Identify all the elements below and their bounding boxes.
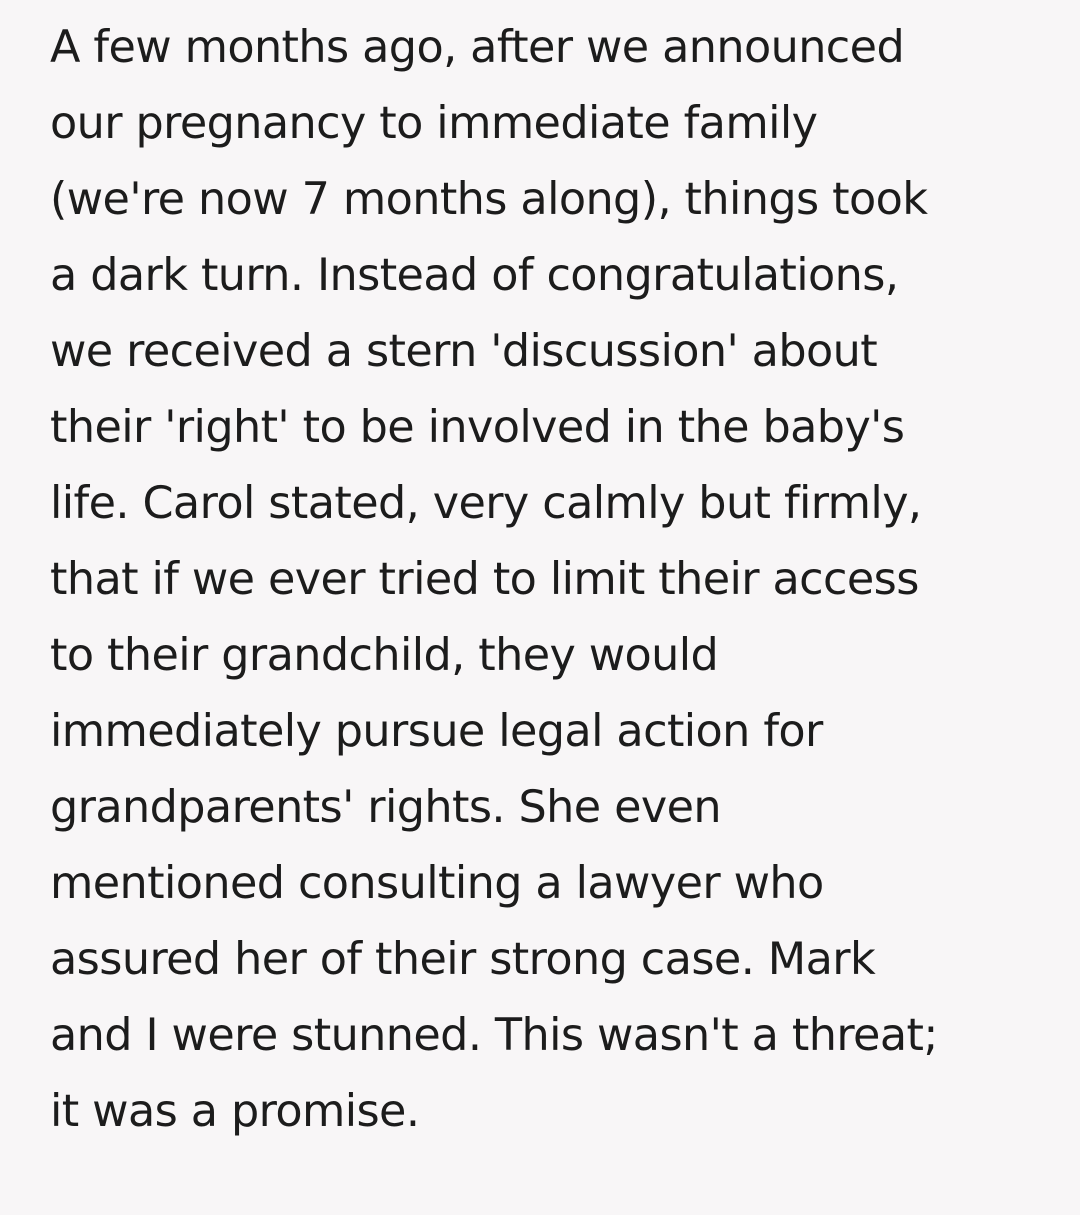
text-line: life. Carol stated, very calmly but firmly, bbox=[50, 478, 922, 529]
text-line: assured her of their strong case. Mark bbox=[50, 934, 876, 985]
text-line: (we're now 7 months along), things took bbox=[50, 174, 928, 225]
text-line: immediately pursue legal action for bbox=[50, 706, 823, 757]
text-line: and I were stunned. This wasn't a threat; bbox=[50, 1010, 938, 1061]
text-line: to their grandchild, they would bbox=[50, 630, 719, 681]
text-line: it was a promise. bbox=[50, 1086, 420, 1137]
text-line: our pregnancy to immediate family bbox=[50, 98, 818, 149]
text-line: a dark turn. Instead of congratulations, bbox=[50, 250, 899, 301]
text-line: that if we ever tried to limit their access bbox=[50, 554, 919, 605]
story-paragraph bbox=[50, 10, 1070, 1150]
text-line: A few months ago, after we announced bbox=[50, 22, 905, 73]
text-line: we received a stern 'discussion' about bbox=[50, 326, 878, 377]
text-line: their 'right' to be involved in the baby's bbox=[50, 402, 905, 453]
text-line: mentioned consulting a lawyer who bbox=[50, 858, 824, 909]
text-line: grandparents' rights. She even bbox=[50, 782, 721, 833]
